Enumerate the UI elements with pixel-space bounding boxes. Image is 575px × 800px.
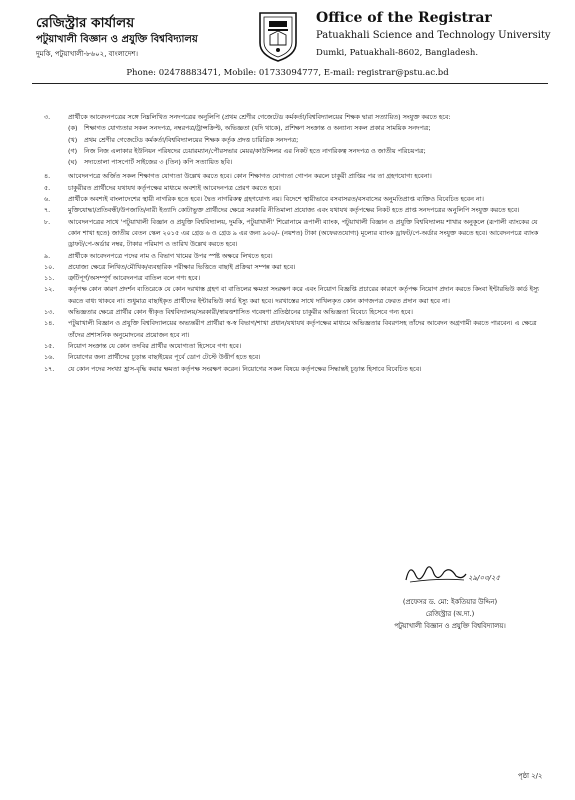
list-item (40, 183, 546, 194)
list-item (40, 205, 546, 216)
list-item (40, 318, 546, 341)
item-text: আবেদনপত্রের সাথে 'পটুয়াখালী বিজ্ঞান ও প্রযুক্তি বিশ্ববিদ্যালয়, দুমকি, পটুয়াখালী' শিরোনামে রূপালী ব্যাংক, পটুয়াখালী বিজ্ঞান ও প্রযুক্তি বিশ্ববিদ্যালয় শাখার অনুকূলে (রূপালী ব্যাংকের যে কোন শাখা হতে) জাতীয় বেতন স্কেল ২০১৫ এর গ্রেড ৬ ও গ্রেড ৯ এর জন্য ৯০০/- (নয়শত) টাকা (অফেরতযোগ্য) মূল্যের ব্যাংক ড্রাফট/পে-অর্ডার সংযুক্ত করতে হবে। আবেদনপত্রে ব্যাংক ড্রাফট/পে-অর্ডার নম্বর, টাকার পরিমাণ ও তারিখ উল্লেখ করতে হবে। (68, 217, 539, 249)
signature-scribble (400, 558, 520, 588)
sub-item-label: (ঘ) (68, 158, 77, 167)
letterhead (0, 0, 575, 88)
office-name-en: Office of the Registrar (316, 10, 492, 26)
list-item (40, 262, 546, 273)
signatory-title: রেজিস্ট্রার (অ.দা.) (425, 610, 475, 618)
list-item (40, 307, 546, 318)
item-number: ৭. (44, 206, 51, 215)
sub-item-text: নিজ নিজ এলাকার ইউনিয়ন পরিষদের চেয়ারম্যান/পৌরসভার মেয়র/কাউন্সিলর এর নিকট হতে নাগরিকত্ব সনদপত্র ও জাতীয় পরিচয়পত্র; (84, 146, 426, 155)
item-text: অভিজ্ঞতার ক্ষেত্রে প্রার্থীর কোন স্বীকৃত বিশ্ববিদ্যালয়/সরকারী/স্বায়ত্তশাসিত গবেষণা প্রতিষ্ঠানের চাকুরীর অভিজ্ঞতা বিবেচ্য হিসেবে গন্য হবে। (68, 308, 413, 317)
signatory-name: (প্রফেসর ড. মো: ইকতিয়ার উদ্দিন) (402, 598, 498, 606)
university-crest-icon (256, 9, 300, 63)
item-number: ১০. (44, 262, 55, 271)
sub-item (40, 146, 546, 157)
item-number: ৮. (44, 217, 51, 226)
item-number: ৩. (44, 113, 51, 121)
item-text: ত্রুটিপূর্ণ/অসম্পূর্ণ আবেদনপত্র বাতিল বলে গণ্য হবে। (68, 274, 201, 283)
item-text: প্রযোজ্য ক্ষেত্রে লিখিত/মৌখিক/ব্যবহারিক পরীক্ষার ভিত্তিতে বাছাই প্রক্রিয়া সম্পন্ন করা হবে। (68, 262, 296, 271)
sub-item (40, 157, 546, 168)
signature-date: ২৯/০৩/২৫ (468, 574, 501, 582)
item-number: ১৫. (44, 341, 55, 350)
address-bn: দুমকি, পটুয়াখালী-৮৬০২, বাংলাদেশ। (36, 50, 138, 58)
item-text: প্রার্থীকে আবেদনপত্রে পদের নাম ও বিভাগ খামের উপর স্পষ্ট অক্ষরে লিখতে হবে। (68, 251, 273, 260)
sub-item (40, 135, 546, 146)
item-text: পটুয়াখালী বিজ্ঞান ও প্রযুক্তি বিশ্ববিদ্যালয়ের অভ্যন্তরীণ প্রার্থীরা স্ব-স্ব বিভাগ/শাখা প্রধান/যথাযথ কর্তৃপক্ষের মাধ্যমে অভিজ্ঞতার বিবরণসহ তাঁদের আবেদন অগ্রগামী করতে পারবেন। এ ক্ষেত্রে তাঁদের প্রশাসনিক অনুমোদনের প্রয়োজন হবে না। (68, 319, 537, 339)
item-text: নিয়োগ সংক্রান্ত যে কোন তদবির প্রার্থীর অযোগ্যতা হিসেবে গণ্য হবে। (68, 341, 242, 350)
item-number: ৫. (44, 183, 51, 192)
sub-item-text: প্রথম শ্রেণীর গেজেটেড কর্মকর্তা/বিশ্ববিদ্যালয়ের শিক্ষক কর্তৃক প্রদত্ত চারিত্রিক সনদপত্র; (84, 135, 299, 144)
item-number: ১৬. (44, 353, 55, 362)
university-name-en: Patuakhali Science and Technology University (316, 30, 551, 41)
office-name-bn: রেজিস্ট্রার কার্যালয় (36, 15, 135, 31)
item-text: কর্তৃপক্ষ কোন কারণ প্রদর্শন ব্যতিরেকে যে কোন দরখাস্ত গ্রহণ বা বাতিলের ক্ষমতা সংরক্ষণ করে এবং নিয়োগ বিজ্ঞপ্তি প্রচারের কারণে কর্তৃপক্ষ নিয়োগ প্রদান করতে কিংবা ইন্টারভিউ কার্ড ইস্যু করতে বাধ্য থাকবে না। শুধুমাত্র বাছাইকৃত প্রার্থীদের ইন্টারভিউ কার্ড ইস্যু করা হবে। দরখাস্তের সাথে দাখিলকৃত কোন কাগজপত্র ফেরত প্রদান করা হবে না। (68, 285, 540, 305)
instructions-list (40, 112, 546, 375)
item-number: ১৪. (44, 319, 55, 328)
sub-item-label: (গ) (68, 146, 78, 155)
list-item (40, 171, 546, 182)
list-item (40, 194, 546, 205)
item-text: যে কোন পদের সংখ্যা হ্রাস-বৃদ্ধি করার ক্ষমতা কর্তৃপক্ষ সংরক্ষণ করেন। নিয়োগের সকল বিষয়ে কর্তৃপক্ষের সিদ্ধান্তই চূড়ান্ত হিসাবে বিবেচিত হবে। (68, 364, 422, 373)
item-number: ১২. (44, 285, 55, 294)
signature-block (340, 596, 560, 632)
sub-item-text: সদ্যতোলা পাসপোর্ট সাইজের ৩ (তিন) কপি সত্যায়িত ছবি। (84, 158, 233, 167)
address-en: Dumki, Patuakhali-8602, Bangladesh. (316, 48, 479, 58)
page-number: পৃষ্ঠা ২/২ (518, 772, 543, 780)
list-item (40, 217, 546, 251)
university-name-bn: পটুয়াখালী বিজ্ঞান ও প্রযুক্তি বিশ্ববিদ্যালয় (36, 34, 198, 45)
item-number: ১৭. (44, 364, 55, 373)
item-text: চাকুরীরত প্রার্থীদের যথাযথ কর্তৃপক্ষের মাধ্যমে অবশ্যই আবেদনপত্র প্রেরণ করতে হবে। (68, 183, 281, 192)
sub-item-label: (ক) (68, 124, 78, 133)
sub-item-text: শিক্ষাগত যোগ্যতার সকল সনদপত্র, নম্বরপত্র/ট্রান্সক্রিপ্ট, অভিজ্ঞতা (যদি থাকে), প্রশিক্ষণ সংক্রান্ত ও অন্যান্য সকল প্রকার সাময়িক সনদপত্র; (84, 124, 431, 133)
sub-item-label: (খ) (68, 135, 78, 144)
list-item (40, 284, 546, 307)
item-number: ৬. (44, 195, 51, 204)
item-text: প্রার্থীকে আবেদনপত্রের সঙ্গে নিম্নলিখিত সনদপত্রের অনুলিপি (প্রথম শ্রেণীর গেজেটেড কর্মকর্তা/বিশ্ববিদ্যালয়ের শিক্ষক দ্বারা সত্যায়িত) সংযুক্ত করতে হবে: (68, 113, 451, 121)
list-item (40, 352, 546, 363)
signatory-university: পটুয়াখালী বিজ্ঞান ও প্রযুক্তি বিশ্ববিদ্যালয়। (394, 622, 506, 630)
item-text: প্রার্থীকে অবশ্যই বাংলাদেশের স্থায়ী নাগরিক হতে হবে। দ্বৈত নাগরিকত্ব গ্রহণযোগ্য নয়। বিদেশে স্থায়ীভাবে বসবাসরত/বসবাসের অনুমতিপ্রাপ্ত ব্যক্তিও বিবেচিত হবেন না। (68, 195, 484, 204)
list-item (40, 112, 546, 123)
item-text: আবেদনপত্রে অর্জিত সকল শিক্ষাগত যোগ্যতা উল্লেখ করতে হবে। কোন শিক্ষাগত যোগ্যতা গোপন করলে চাকুরী প্রাপ্তির পর তা গ্রহণযোগ্য হবেনা। (68, 172, 432, 181)
item-number: ১৩. (44, 308, 55, 317)
item-number: ১১. (44, 274, 55, 283)
item-text: মুক্তিযোদ্ধা/প্রতিবন্ধী/উপজাতি/নারী ইত্যাদি কোটাভুক্ত প্রার্থীদের ক্ষেত্রে সরকারি নীতিমালা প্রযোজ্য এবং যথাযথ কর্তৃপক্ষের নিকট হতে প্রাপ্ত সনদপত্রের অনুলিপি সংযুক্ত করতে হবে। (68, 206, 520, 215)
item-number: ৯. (44, 251, 51, 260)
header-divider (32, 83, 548, 84)
list-item (40, 364, 546, 375)
list-item (40, 273, 546, 284)
contact-line: Phone: 02478883471, Mobile: 01733094777, E-mail: registrar@pstu.ac.bd (126, 68, 449, 78)
list-item (40, 341, 546, 352)
item-text: নিয়োগের জন্য প্রার্থীদের চূড়ান্ত বাছাইয়ের পূর্বে ডোপ টেস্টে উত্তীর্ণ হতে হবে। (68, 353, 261, 362)
list-item (40, 251, 546, 262)
item-number: ৪. (44, 172, 51, 181)
sub-item (40, 123, 546, 134)
